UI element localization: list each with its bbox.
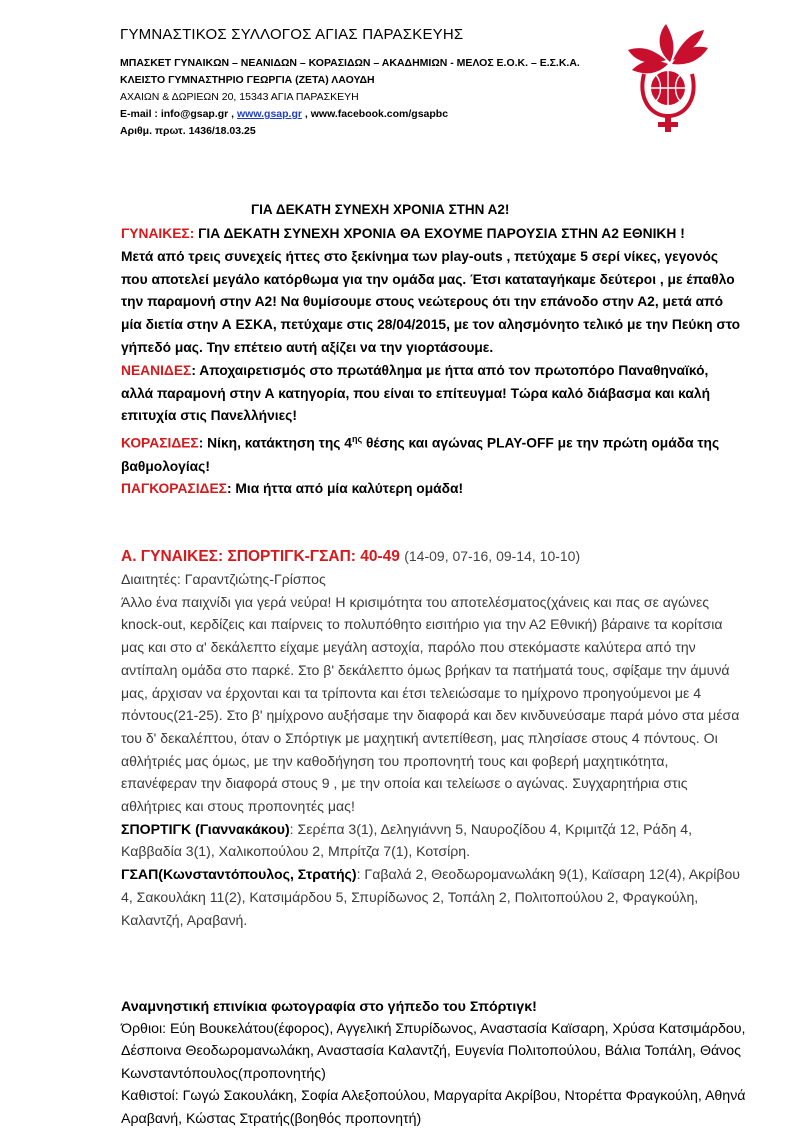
match-category: Α. ΓΥΝΑΙΚΕΣ: bbox=[121, 548, 224, 565]
women-headline-text: ΓΙΑ ΔΕΚΑΤΗ ΣΥΝΕΧΗ ΧΡΟΝΙΑ ΘΑ ΕΧΟΥΜΕ ΠΑΡΟΥΣΙΑ ΣΤΗΝ Α2 ΕΘΝΙΚΗ ! bbox=[194, 226, 685, 241]
korasides-text-a: : Νίκη, κατάκτηση της 4 bbox=[198, 435, 352, 451]
match-title bbox=[121, 545, 741, 568]
neanides-paragraph bbox=[121, 360, 741, 428]
neanides-text: : Αποχαιρετισμός στο πρωτάθλημα με ήττα από τον πρωτοπόρο Παναθηναϊκό, αλλά παραμονή στην Α κατηγορία, που είναι το επίτευγμα! Τώρα καλό διάβασμα και καλή επιτυχία στις Πανελλήνιες! bbox=[121, 362, 710, 424]
pagkorasides-text: : Μια ήττα από μία καλύτερη ομάδα! bbox=[226, 481, 464, 497]
neanides-label: ΝΕΑΝΙΔΕΣ bbox=[121, 362, 192, 378]
photo-heading: Αναμνηστική επινίκια φωτογραφία στο γήπεδο του Σπόρτιγκ! bbox=[121, 999, 537, 1015]
contact-line bbox=[120, 106, 620, 123]
team1-label: ΣΠΟΡΤΙΓΚ (Γιαννακάκου) bbox=[121, 820, 290, 837]
korasides-sup: ης bbox=[351, 434, 363, 445]
letterhead bbox=[120, 25, 620, 140]
team2-label: ΓΣΑΠ(Κωνσταντόπουλος, Στρατής) bbox=[121, 866, 357, 883]
email: E-mail : info@gsap.gr , bbox=[120, 108, 235, 120]
women-paragraph: Μετά από τρεις συνεχείς ήττες στο ξεκίνημα των play-outs , πετύχαμε 5 σερί νίκες, γεγονός που αποτελεί μεγάλο κατόρθωμα για την ομάδα μας. Έτσι καταταγήκαμε δεύτεροι , με έπαθλο την παραμονή στην Α2! Να θυμίσουμε στους νεώτερους ότι την επάνοδο στην Α2, μετά από μία διετία στην Α ΕΣΚΑ, πετύχαμε στις 28/04/2015, με τον αλησμόνητο τελικό με την Πεύκη στο γήπεδό μας. Την επέτειο αυτή αξίζει να την γιορτάσουμε. bbox=[121, 248, 741, 355]
team1-players: : Σερέπα 3(1), Δεληγιάννη 5, Ναυροζίδου 4, Κριμιτζά 12, Ράδη 4, Καββαδία 3(1), Χαλικοπούλου 2, Μπρίτζα 7(1), Κοτσίρη. bbox=[121, 820, 693, 860]
headline: ΓΙΑ ΔΕΚΑΤΗ ΣΥΝΕΧΗ ΧΡΟΝΙΑ ΣΤΗΝ Α2! bbox=[251, 202, 510, 217]
korasides-text-b: θέσης και αγώνας PLAY-OFF με την πρώτη ομάδα της βαθμολογίας! bbox=[121, 435, 720, 474]
letterhead-line-2: ΚΛΕΙΣΤΟ ΓΥΜΝΑΣΤΗΡΙΟ ΓΕΩΡΓΙΑ (ΖΕΤΑ) ΛΑΟΥΔΗ bbox=[120, 74, 375, 86]
team1-lineup bbox=[121, 818, 741, 863]
club-logo bbox=[618, 14, 718, 134]
team2-players: : Γαβαλά 2, Θεοδωρομανωλάκη 9(1), Καϊσαρη 12(4), Ακρίβου 4, Σακουλάκη 11(2), Κατσιμάρδου 5, Σπυρίδωνος 2, Τοπάλη 2, Πολιτοπούλου 2, Φραγκούλη, Καλαντζή, Αραβανή. bbox=[121, 866, 741, 928]
women-headline bbox=[121, 223, 741, 246]
team2-lineup bbox=[121, 863, 741, 931]
photo-sitting: Καθιστοί: Γωγώ Σακουλάκη, Σοφία Αλεξοπούλου, Μαργαρίτα Ακρίβου, Ντορέττα Φραγκούλη, Αθηνά Αραβανή, Κώστας Στρατής(βοηθός προπονητή) bbox=[121, 1088, 746, 1127]
facebook-link[interactable]: , www.facebook.com/gsapbc bbox=[301, 108, 449, 120]
organization-name: ΓΥΜΝΑΣΤΙΚΟΣ ΣΥΛΛΟΓΟΣ ΑΓΙΑΣ ΠΑΡΑΣΚΕΥΗΣ bbox=[120, 26, 464, 43]
referees: Διαιτητές: Γαραντζιώτης-Γρίσπος bbox=[121, 571, 326, 587]
website-link[interactable]: www.gsap.gr bbox=[237, 108, 302, 120]
photo-caption bbox=[121, 996, 761, 1130]
match-report-text: Άλλο ένα παιχνίδι για γερά νεύρα! Η κρισιμότητα του αποτελέσματος(χάνεις και πας σε αγώνες knock-out, κερδίζεις και παίρνεις το πολυπόθητο εισιτήριο για την Α2 Εθνική) βάραινε τα κορίτσια μας και στο α' δεκάλεπτο είχαμε μεγάλη αστοχία, παρόλο που στεκόμαστε καλύτερα από την αντίπαλη ομάδα στο παρκέ. Στο β' δεκάλεπτο όμως βρήκαν τα πατήματά τους, σφίξαμε την άμυνά μας, άρχισαν να έρχονται και τα τρίποντα και έτσι τελειώσαμε το ημίχρονο προηγούμενοι με 4 πόντους(21-25). Στο β' ημίχρονο αυξήσαμε την διαφορά και δεν κινδυνεύσαμε παρά μόνο στα μέσα του δ' δεκαλέπτου, όταν ο Σπόρτιγκ με μαχητική αντεπίθεση, μας πλησίασε στους 4 πόντους. Οι αθλήτριές μας όμως, με την καθοδήγηση του προπονητή τους και φοβερή μαχητικότητα, επανέφεραν την διαφορά στους 9 , με την οποία και τελείωσε ο αγώνας. Συγχαρητήρια στις αθλήτριες και στους προπονητές μας! bbox=[121, 593, 740, 815]
match-quarters: (14-09, 07-16, 09-14, 10-10) bbox=[404, 548, 581, 564]
women-label: ΓΥΝΑΙΚΕΣ: bbox=[121, 226, 195, 241]
protocol-number: Αριθμ. πρωτ. 1436/18.03.25 bbox=[120, 125, 256, 137]
photo-standing: Όρθιοι: Εύη Βουκελάτου(έφορος), Αγγελική Σπυρίδωνος, Αναστασία Καϊσαρη, Χρύσα Κατσιμάρδου, Δέσποινα Θεοδωρομανωλάκη, Αναστασία Καλαντζή, Ευγενία Πολιτοπούλου, Βάλια Τοπάλη, Θάνος Κωνσταντόπουλος(προπονητής) bbox=[121, 1021, 746, 1082]
letterhead-line-1: ΜΠΑΣΚΕΤ ΓΥΝΑΙΚΩΝ – ΝΕΑΝΙΔΩΝ – ΚΟΡΑΣΙΔΩΝ – ΑΚΑΔΗΜΙΩΝ - ΜΕΛΟΣ Ε.Ο.Κ. – Ε.Σ.Κ.Α. bbox=[120, 57, 580, 69]
pagkorasides-label: ΠΑΓΚΟΡΑΣΙΔΕΣ bbox=[121, 481, 227, 497]
match-report bbox=[121, 545, 741, 931]
pagkorasides-paragraph bbox=[121, 478, 741, 501]
address: ΑΧΑΙΩΝ & ΔΩΡΙΕΩΝ 20, 15343 ΑΓΙΑ ΠΑΡΑΣΚΕΥΗ bbox=[120, 91, 359, 103]
korasides-paragraph bbox=[121, 428, 741, 478]
match-score: ΣΠΟΡΤΙΓΚ-ΓΣΑΠ: 40-49 bbox=[223, 548, 405, 565]
intro-section bbox=[121, 200, 741, 501]
korasides-label: ΚΟΡΑΣΙΔΕΣ bbox=[121, 435, 199, 451]
